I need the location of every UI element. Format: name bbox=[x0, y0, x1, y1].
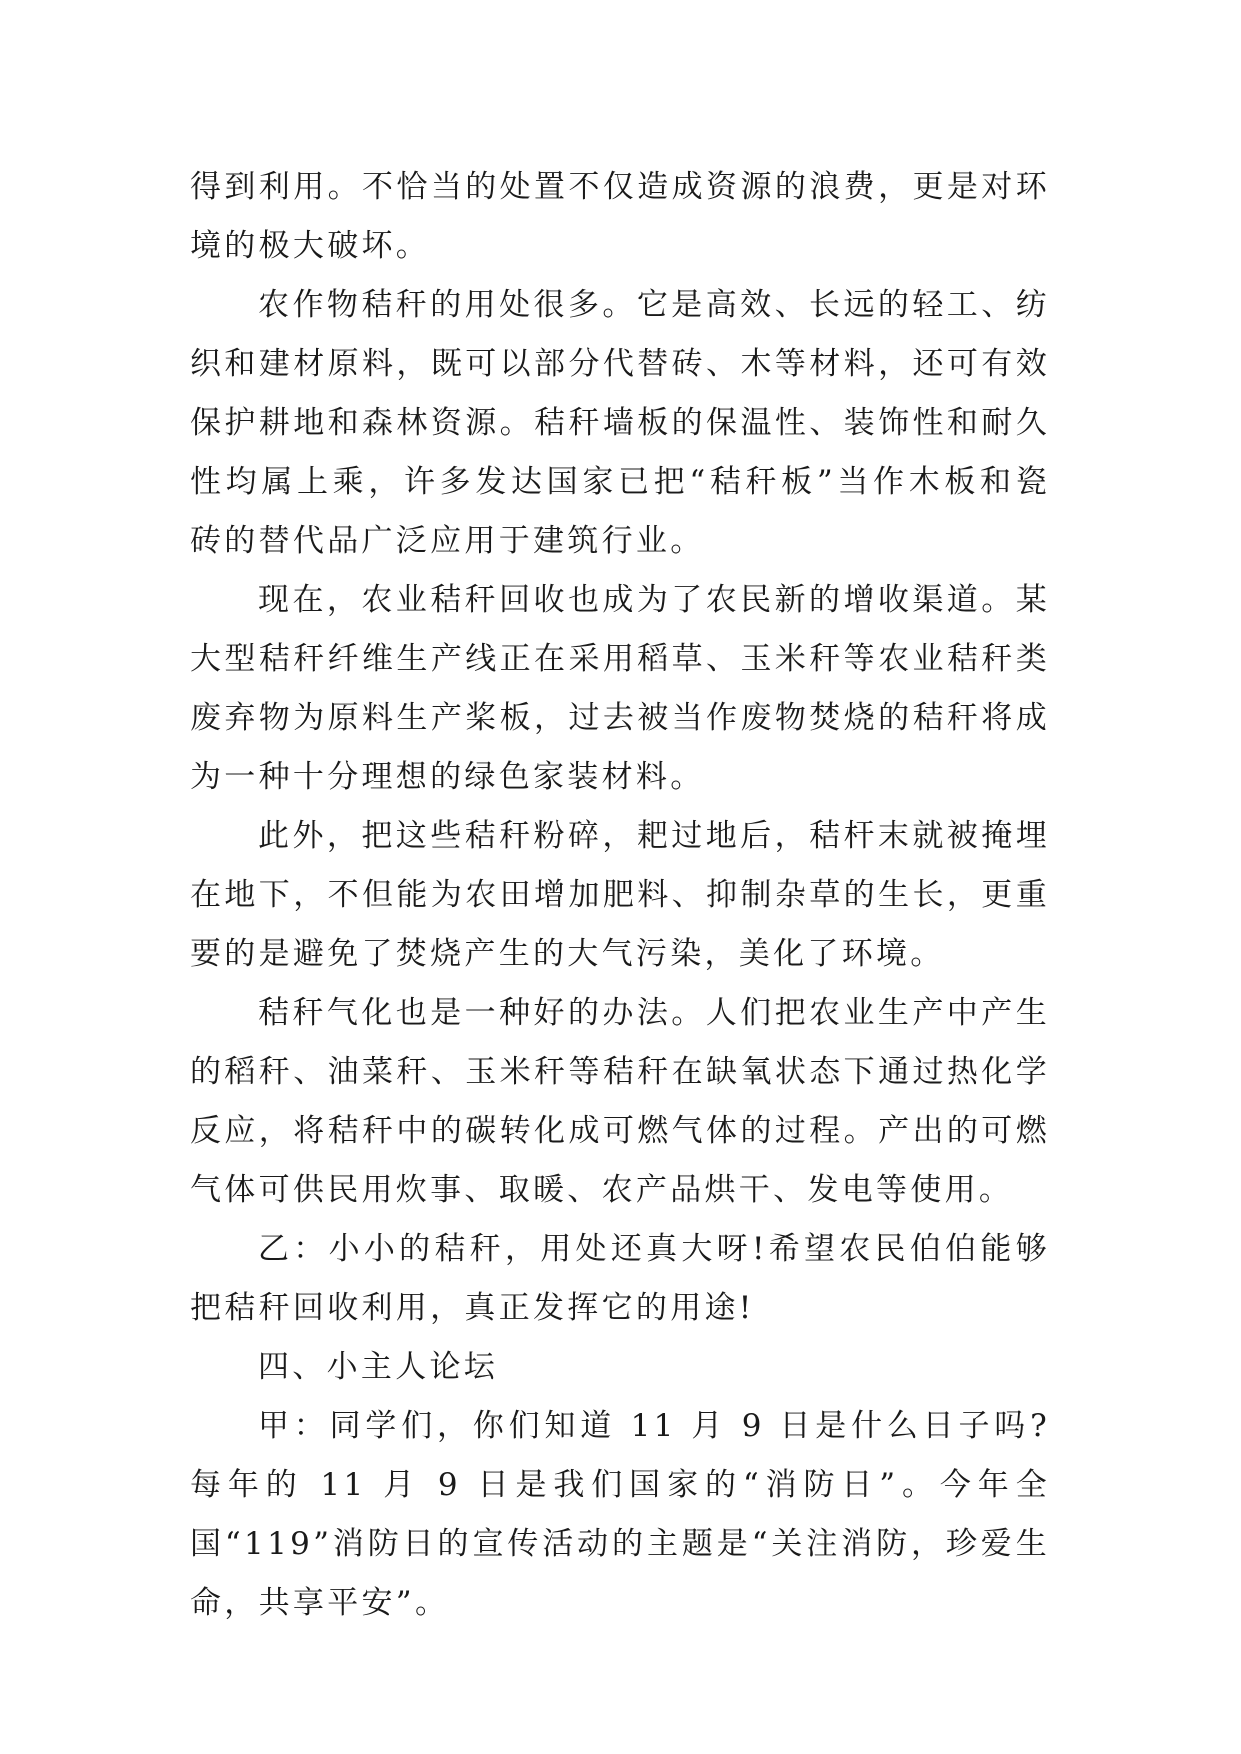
document-body bbox=[190, 158, 1050, 1633]
paragraph-continuation: 得到利用。不恰当的处置不仅造成资源的浪费，更是对环境的极大破坏。 bbox=[190, 169, 1050, 264]
paragraph-speaker-b: 乙：小小的秸秆，用处还真大呀!希望农民伯伯能够把秸秆回收利用，真正发挥它的用途! bbox=[190, 1231, 1050, 1326]
paragraph-straw-recycling: 现在，农业秸秆回收也成为了农民新的增收渠道。某大型秸秆纤维生产线正在采用稻草、玉米秆等农业秸秆类废弃物为原料生产桨板，过去被当作废物焚烧的秸秆将成为一种十分理想的绿色家装材料。 bbox=[190, 582, 1050, 795]
paragraph-straw-gasification: 秸秆气化也是一种好的办法。人们把农业生产中产生的稻秆、油菜秆、玉米秆等秸秆在缺氧状态下通过热化学反应，将秸秆中的碳转化成可燃气体的过程。产出的可燃气体可供民用炊事、取暖、农产品烘干、发电等使用。 bbox=[190, 995, 1050, 1208]
section-heading-forum: 四、小主人论坛 bbox=[258, 1349, 499, 1385]
paragraph-speaker-a-fire-day: 甲：同学们，你们知道 11 月 9 日是什么日子吗?每年的 11 月 9 日是我们国家的“消防日”。今年全国“119”消防日的宣传活动的主题是“关注消防，珍爱生命，共享平安”。 bbox=[190, 1408, 1050, 1621]
paragraph-straw-uses: 农作物秸秆的用处很多。它是高效、长远的轻工、纺织和建材原料，既可以部分代替砖、木等材料，还可有效保护耕地和森林资源。秸秆墙板的保温性、装饰性和耐久性均属上乘，许多发达国家已把“秸秆板”当作木板和瓷砖的替代品广泛应用于建筑行业。 bbox=[190, 287, 1050, 559]
paragraph-straw-crushing: 此外，把这些秸秆粉碎，耙过地后，秸杆末就被掩埋在地下，不但能为农田增加肥料、抑制杂草的生长，更重要的是避免了焚烧产生的大气污染，美化了环境。 bbox=[190, 818, 1050, 972]
